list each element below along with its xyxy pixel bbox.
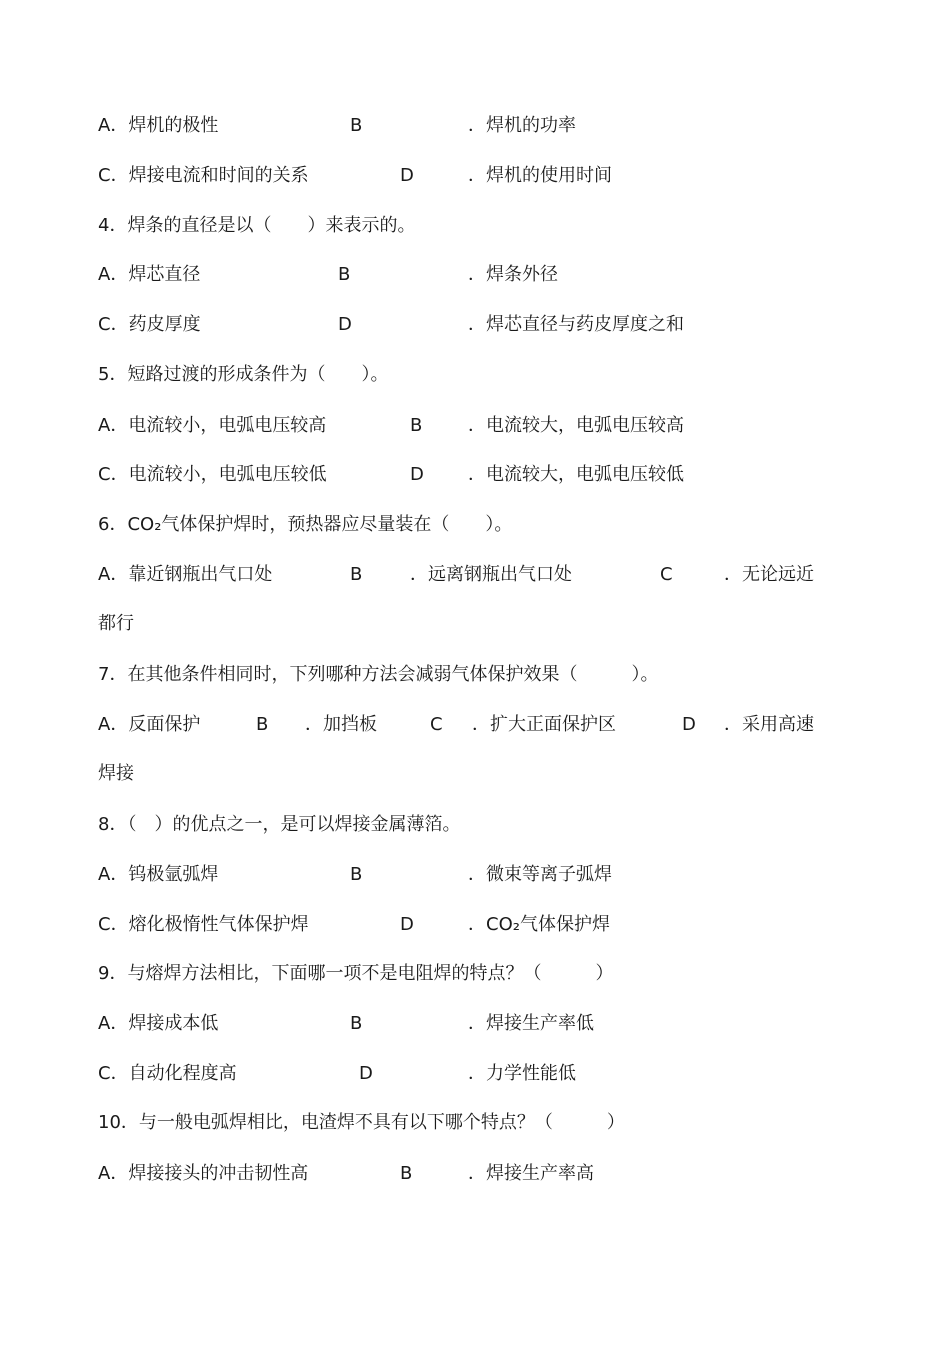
option-b-text: ．远离钢瓶出气口处: [410, 564, 572, 585]
option-a: A．靠近钢瓶出气口处: [98, 564, 273, 585]
question-9: [0, 959, 950, 989]
option-row: [0, 860, 950, 890]
option-c: C．焊接电流和时间的关系: [98, 165, 309, 186]
option-a: A．电流较小，电弧电压较高: [98, 415, 327, 436]
option-c-text: ．扩大正面保护区: [472, 714, 616, 735]
option-row: [0, 411, 950, 441]
option-b-text: ．焊条外径: [468, 264, 558, 285]
option-d-text: ．CO₂气体保护焊: [468, 914, 610, 935]
option-d-text: ．电流较大，电弧电压较低: [468, 464, 684, 485]
option-c-letter: C: [430, 714, 443, 735]
question-8: [0, 810, 950, 840]
option-d-text: ．焊机的使用时间: [468, 165, 612, 186]
option-c-letter: C: [660, 564, 673, 585]
option-a: A．焊芯直径: [98, 264, 201, 285]
option-row: [0, 1059, 950, 1089]
option-d-letter: D: [400, 914, 414, 935]
option-b-letter: B: [410, 415, 423, 436]
option-b-text: ．焊接生产率低: [468, 1013, 594, 1034]
option-row: [0, 710, 950, 740]
question-5: [0, 360, 950, 390]
option-d-letter: D: [682, 714, 696, 735]
option-row: [0, 310, 950, 340]
option-d-letter: D: [338, 314, 352, 335]
option-b-text: ．微束等离子弧焊: [468, 864, 612, 885]
option-row: [0, 260, 950, 290]
option-b-text: ．焊机的功率: [468, 115, 576, 136]
continuation-line: [0, 609, 950, 639]
option-row: [0, 111, 950, 141]
option-d-text: ．力学性能低: [468, 1063, 576, 1084]
option-b-letter: B: [350, 564, 363, 585]
option-b-letter: B: [350, 1013, 363, 1034]
question-7: [0, 660, 950, 690]
question-text: 6．CO₂气体保护焊时，预热器应尽量装在（ ）。: [98, 514, 513, 535]
question-text: 10．与一般电弧焊相比，电渣焊不具有以下哪个特点？（ ）: [98, 1112, 625, 1133]
option-b-text: ．焊接生产率高: [468, 1163, 594, 1184]
option-c-text: ．无论远近: [724, 564, 814, 585]
option-row: [0, 1159, 950, 1189]
option-b-letter: B: [350, 864, 363, 885]
question-text: 8．（ ）的优点之一，是可以焊接金属薄箔。: [98, 814, 461, 835]
option-d-text: ．焊芯直径与药皮厚度之和: [468, 314, 684, 335]
option-c: C．药皮厚度: [98, 314, 201, 335]
continuation-line: [0, 759, 950, 789]
question-10: [0, 1108, 950, 1138]
option-b-text: ．加挡板: [305, 714, 377, 735]
option-a: A．焊接成本低: [98, 1013, 219, 1034]
option-b-letter: B: [350, 115, 363, 136]
continuation-text: 都行: [98, 613, 134, 634]
option-d-letter: D: [359, 1063, 373, 1084]
question-text: 9．与熔焊方法相比，下面哪一项不是电阻焊的特点？（ ）: [98, 963, 614, 984]
option-a: A．钨极氩弧焊: [98, 864, 219, 885]
option-b-text: ．电流较大，电弧电压较高: [468, 415, 684, 436]
question-text: 7．在其他条件相同时，下列哪种方法会减弱气体保护效果（ ）。: [98, 664, 659, 685]
question-text: 5．短路过渡的形成条件为（ ）。: [98, 364, 389, 385]
question-4: [0, 211, 950, 241]
option-row: [0, 560, 950, 590]
option-c: C．熔化极惰性气体保护焊: [98, 914, 309, 935]
option-d-letter: D: [400, 165, 414, 186]
option-a: A．焊接接头的冲击韧性高: [98, 1163, 309, 1184]
continuation-text: 焊接: [98, 763, 134, 784]
question-6: [0, 510, 950, 540]
option-c: C．自动化程度高: [98, 1063, 237, 1084]
option-a: A．焊机的极性: [98, 115, 219, 136]
option-c: C．电流较小，电弧电压较低: [98, 464, 327, 485]
option-a: A．反面保护: [98, 714, 201, 735]
option-row: [0, 460, 950, 490]
option-b-letter: B: [338, 264, 351, 285]
option-b-letter: B: [400, 1163, 413, 1184]
option-row: [0, 161, 950, 191]
option-d-text: ．采用高速: [724, 714, 814, 735]
option-b-letter: B: [256, 714, 269, 735]
option-row: [0, 910, 950, 940]
question-text: 4．焊条的直径是以（ ）来表示的。: [98, 215, 416, 236]
option-d-letter: D: [410, 464, 424, 485]
option-row: [0, 1009, 950, 1039]
